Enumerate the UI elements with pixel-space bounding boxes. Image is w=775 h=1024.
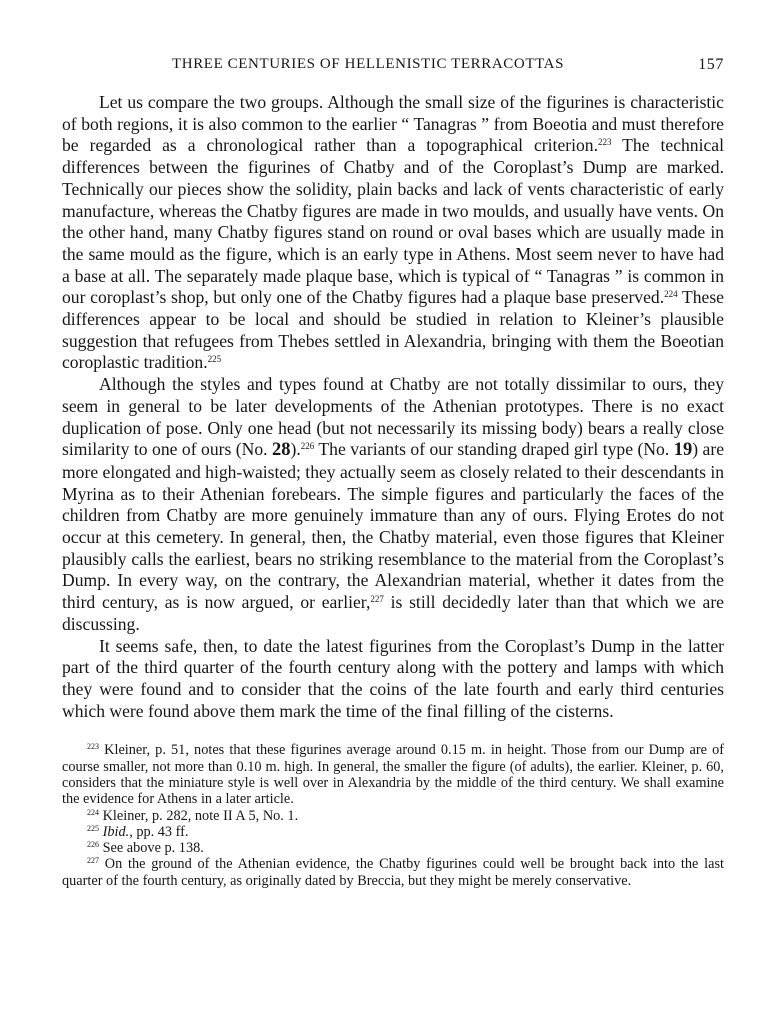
- book-page: [62, 52, 724, 889]
- footnote-number: 227: [87, 856, 99, 866]
- footnote-ref: 224: [664, 289, 678, 300]
- text-run: Let us compare the two groups. Although the small size of the figurines is characteristic of both regions, it is also common to the earlier “ Tanagras ” from Boeotia and must therefore be regarded as a chronological rather than a topographical criterion.: [62, 92, 724, 156]
- footnote-number: 224: [87, 807, 99, 817]
- footnote-225: [62, 824, 724, 840]
- text-run: ) are more elongated and high-waisted; they actually seem as closely related to their descendants in Myrina as to their Athenian forebears. The simple figures and particularly the faces of the children from Chatby are more genuinely immature than any of ours. Flying Erotes do not occur at this cemetery. In general, then, the Chatby material, even those figures that Kleiner plausibly calls the earliest, bears no striking resemblance to the material from the Coroplast’s Dump. In every way, on the contrary, the Alexandrian material, whether it dates from the third century, as is now argued, or earlier,: [62, 439, 724, 613]
- text-run: These differences appear to be local and should be studied in relation to Kleiner’s plausible suggestion that refugees from Thebes settled in Alexandria, bringing with them the Boeotian coroplastic tradition.: [62, 287, 724, 373]
- footnote-text: On the ground of the Athenian evidence, the Chatby figurines could well be brought back into the last quarter of the fourth century, as originally dated by Breccia, but they might be merely conservative.: [62, 856, 724, 889]
- running-title: THREE CENTURIES OF HELLENISTIC TERRACOTTAS: [172, 56, 565, 72]
- text-run: The variants of our standing draped girl type (No.: [314, 439, 674, 460]
- paragraph-1: [62, 92, 724, 374]
- footnote-226: [62, 840, 724, 856]
- footnote-ref: 223: [598, 137, 612, 148]
- running-header: [62, 52, 724, 78]
- paragraph-3: [62, 636, 724, 723]
- footnote-italic: Ibid.: [102, 823, 130, 840]
- footnote-224: [62, 808, 724, 824]
- footnote-ref: 226: [300, 441, 315, 452]
- paragraph-2: [62, 374, 724, 635]
- footnote-227: [62, 856, 724, 889]
- catalogue-number: 19: [673, 440, 693, 461]
- footnotes: [62, 742, 724, 889]
- text-run: It seems safe, then, to date the latest figurines from the Coroplast’s Dump in the latter part of the third quarter of the fourth century along with the pottery and lamps with which they were found and to consider that the coins of the late fourth and early third centuries which were found above them mark the time of the final filling of the cisterns.: [62, 635, 724, 721]
- footnote-number: 226: [87, 840, 99, 850]
- text-run: ).: [290, 439, 301, 460]
- footnote-text: Kleiner, p. 282, note II A 5, No. 1.: [99, 807, 299, 824]
- footnote-number: 225: [87, 823, 99, 833]
- text-run: The technical differences between the figurines of Chatby and of the Coroplast’s Dump are marked. Technically our pieces show the solidity, plain backs and lack of vents characteristic of early manufacture, whereas the Chatby figures are made in two moulds, and usually have vents. On the other hand, many Chatby figures stand on round or oval bases which are usually made in the same mould as the figure, which is an early type in Athens. Most seem never to have had a base at all. The separately made plaque base, which is typical of “ Tanagras ” is common in our coroplast’s shop, but only one of the Chatby figures had a plaque base preserved.: [62, 135, 724, 308]
- text-run: is still decidedly later than that which we are discussing.: [62, 592, 724, 634]
- catalogue-number: 28: [272, 440, 291, 461]
- footnote-number: 223: [87, 742, 99, 752]
- main-text: [62, 92, 724, 722]
- text-run: Although the styles and types found at Chatby are not totally dissimilar to ours, they seem in general to be later developments of the Athenian prototypes. There is no exact duplication of pose. Only one head (but not necessarily its missing body) bears a really close similarity to one of ours (No.: [62, 374, 724, 460]
- footnote-text: See above p. 138.: [99, 840, 204, 857]
- footnote-223: [62, 742, 724, 807]
- footnote-text: Kleiner, p. 51, notes that these figurines average around 0.15 m. in height. Those from our Dump are of course smaller, not more than 0.10 m. high. In general, the smaller the figure (of adults), the earlier. Kleiner, p. 60, considers that the miniature style is well over in Alexandria by the middle of the third century. We shall examine the evidence for Athens in a later article.: [62, 742, 724, 808]
- footnote-ref: 227: [370, 594, 384, 605]
- page-number: 157: [698, 56, 724, 73]
- footnote-ref: 225: [207, 354, 222, 365]
- footnote-text: , pp. 43 ff.: [129, 823, 189, 840]
